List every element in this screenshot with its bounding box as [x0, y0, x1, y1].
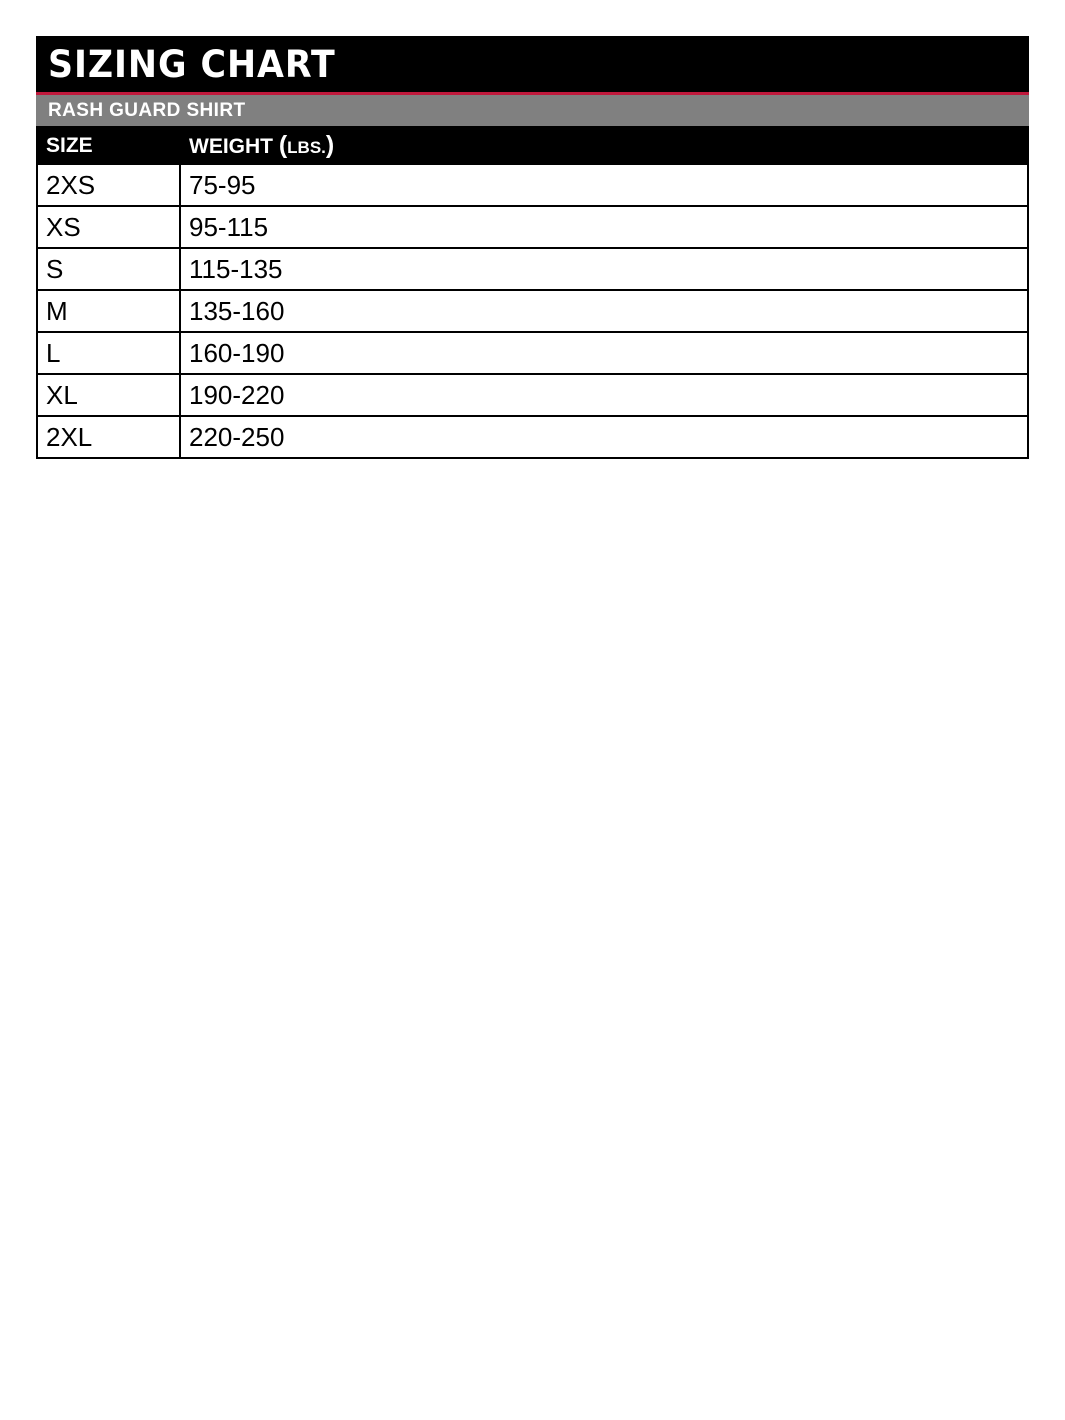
column-header-weight-label: WEIGHT [189, 135, 273, 158]
table-row [37, 206, 1028, 248]
cell-size: L [37, 332, 180, 374]
cell-weight: 220-250 [180, 416, 1028, 458]
column-header-weight-unit-close: ) [325, 131, 335, 159]
chart-subtitle-bar [36, 95, 1029, 126]
sizing-table [36, 126, 1029, 459]
cell-size: S [37, 248, 180, 290]
column-header-weight-unit-open: ( [278, 131, 288, 159]
table-row [37, 374, 1028, 416]
table-header [37, 127, 1028, 164]
cell-weight: 95-115 [180, 206, 1028, 248]
table-body [37, 164, 1028, 458]
cell-weight: 135-160 [180, 290, 1028, 332]
table-row [37, 290, 1028, 332]
page-title: SIZING CHART [48, 42, 336, 86]
cell-size: 2XL [37, 416, 180, 458]
cell-size: XL [37, 374, 180, 416]
column-header-weight-unit: LBS. [287, 138, 326, 157]
table-row [37, 248, 1028, 290]
chart-title-bar [36, 36, 1029, 92]
cell-weight: 75-95 [180, 164, 1028, 206]
column-header-weight [180, 127, 1028, 164]
cell-weight: 160-190 [180, 332, 1028, 374]
cell-size: M [37, 290, 180, 332]
column-header-size: SIZE [37, 127, 180, 164]
cell-size: XS [37, 206, 180, 248]
cell-weight: 115-135 [180, 248, 1028, 290]
sizing-chart [36, 36, 1029, 459]
cell-size: 2XS [37, 164, 180, 206]
table-row [37, 164, 1028, 206]
table-row [37, 416, 1028, 458]
chart-subtitle: RASH GUARD SHIRT [48, 99, 246, 121]
table-row [37, 332, 1028, 374]
cell-weight: 190-220 [180, 374, 1028, 416]
table-header-row [37, 127, 1028, 164]
